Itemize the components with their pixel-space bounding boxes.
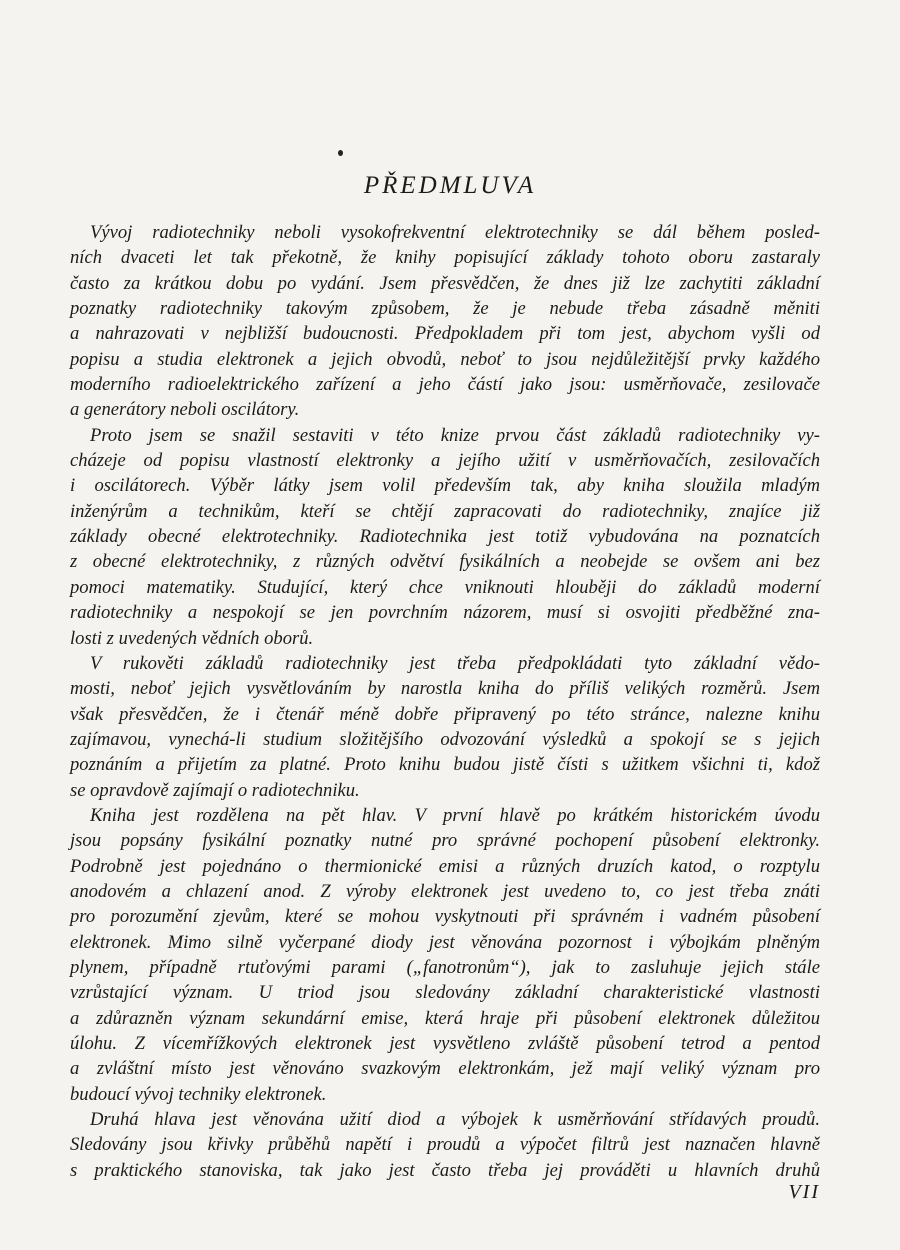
text-line: Sledovány jsou křivky průběhů napětí i proudů a výpočet filtrů jest naznačen hlavně (70, 1134, 820, 1156)
text-line: moderního radioelektrického zařízení a jeho částí jako jsou: usměrňovače, zesilovače (70, 374, 820, 396)
text-line: základy obecné elektrotechniky. Radiotechnika jest totiž vybudována na poznatcích (70, 526, 820, 548)
text-line: losti z uvedených vědních oborů. (70, 627, 314, 649)
text-line: cházeje od popisu vlastností elektronky a jejího užití v usměrňovačích, zesilovačích (70, 450, 820, 472)
body-text (70, 220, 820, 1183)
text-line: radiotechniky a nespokojí se jen povrchním názorem, musí si osvojiti předběžné zna- (70, 602, 820, 624)
text-line: jsou popsány fysikální poznatky nutné pro správné pochopení působení elektronky. (70, 830, 820, 852)
text-line: mosti, neboť jejich vysvětlováním by narostla kniha do příliš velikých rozměrů. Jsem (70, 678, 820, 700)
text-line: Proto jsem se snažil sestaviti v této knize prvou část základů radiotechniky vy- (90, 424, 820, 446)
text-line: a nahrazovati v nejbližší budoucnosti. Předpokladem při tom jest, abychom vyšli od (70, 323, 820, 345)
paragraph (70, 1107, 820, 1183)
text-line: vzrůstající význam. U triod jsou sledovány základní charakteristické vlastnosti (70, 982, 820, 1004)
paragraph (70, 220, 820, 423)
text-line: zajímavou, vynechá-li studium složitějšího odvozování výsledků a spokojí se s jejich (70, 728, 820, 750)
text-line: poznatky radiotechniky takovým způsobem, že je nebude třeba zásadně měniti (70, 298, 820, 320)
text-line: pro porozumění zjevům, které se mohou vyskytnouti při správném i vadném působení (70, 906, 820, 928)
text-line: V rukověti základů radiotechniky jest třeba předpokládati tyto základní vědo- (90, 652, 820, 674)
text-line: budoucí vývoj techniky elektronek. (70, 1083, 327, 1105)
text-line: Druhá hlava jest věnována užití diod a výbojek k usměrňování střídavých proudů. (90, 1109, 820, 1131)
text-line: Vývoj radiotechniky neboli vysokofrekventní elektrotechniky se dál během posled- (90, 222, 820, 243)
text-line: se opravdově zajímají o radiotechniku. (70, 779, 360, 801)
text-line: elektronek. Mimo silně vyčerpané diody jest věnována pozornost i výbojkám plněným (70, 931, 820, 953)
page-title: PŘEDMLUVA (363, 172, 537, 199)
text-line: Podrobně jest pojednáno o thermionické emisi a různých druzích katod, o rozptylu (70, 855, 820, 877)
text-line: často za krátkou dobu po vydání. Jsem přesvědčen, že dnes již lze zachytiti základní (70, 272, 820, 294)
text-line: plynem, případně rtuťovými parami („fanotronům“), jak to zasluhuje jejich stále (70, 956, 820, 978)
text-line: Kniha jest rozdělena na pět hlav. V první hlavě po krátkém historickém úvodu (90, 804, 820, 826)
text-line: z obecné elektrotechniky, z různých odvětví fysikálních a neobejde se ovšem ani bez (70, 551, 820, 573)
text-line: a zdůrazněn význam sekundární emise, která hraje při působení elektronek důležitou (70, 1007, 820, 1029)
text-line: popisu a studia elektronek a jejich obvodů, neboť to jsou nejdůležitější prvky každého (70, 348, 820, 370)
paragraph (70, 651, 820, 803)
page-number: VII (788, 1181, 820, 1203)
ink-dot (338, 150, 343, 156)
text-line: pomoci matematiky. Studující, který chce vniknouti hlouběji do základů moderní (70, 576, 820, 598)
text-line: však přesvědčen, že i čtenář méně dobře připravený po této stránce, nalezne knihu (70, 703, 820, 725)
text-line: ních dvaceti let tak překotně, že knihy popisující základy tohoto oboru zastaraly (70, 247, 820, 269)
text-line: a generátory neboli oscilátory. (70, 399, 300, 421)
text-line: inženýrům a technikům, kteří se chtějí zapracovati do radiotechniky, znajíce již (70, 500, 820, 522)
text-line: a zvláštní místo jest věnováno svazkovým elektronkám, jež mají veliký význam pro (70, 1058, 820, 1080)
text-line: anodovém a chlazení anod. Z výroby elektronek jest uvedeno to, co jest třeba znáti (70, 880, 820, 902)
text-line: s praktického stanoviska, tak jako jest často třeba jej prováděti u hlavních druhů (70, 1159, 820, 1181)
paragraph (70, 803, 820, 1107)
text-line: poznáním a přijetím za platné. Proto knihu budou jistě čísti s užitkem všichni ti, kdož (70, 754, 820, 776)
paragraph (70, 423, 820, 651)
text-line: i oscilátorech. Výběr látky jsem volil především tak, aby kniha sloužila mladým (70, 475, 820, 497)
text-line: úlohu. Z vícemřížkových elektronek jest vysvětleno zvláště působení tetrod a pentod (70, 1033, 820, 1054)
